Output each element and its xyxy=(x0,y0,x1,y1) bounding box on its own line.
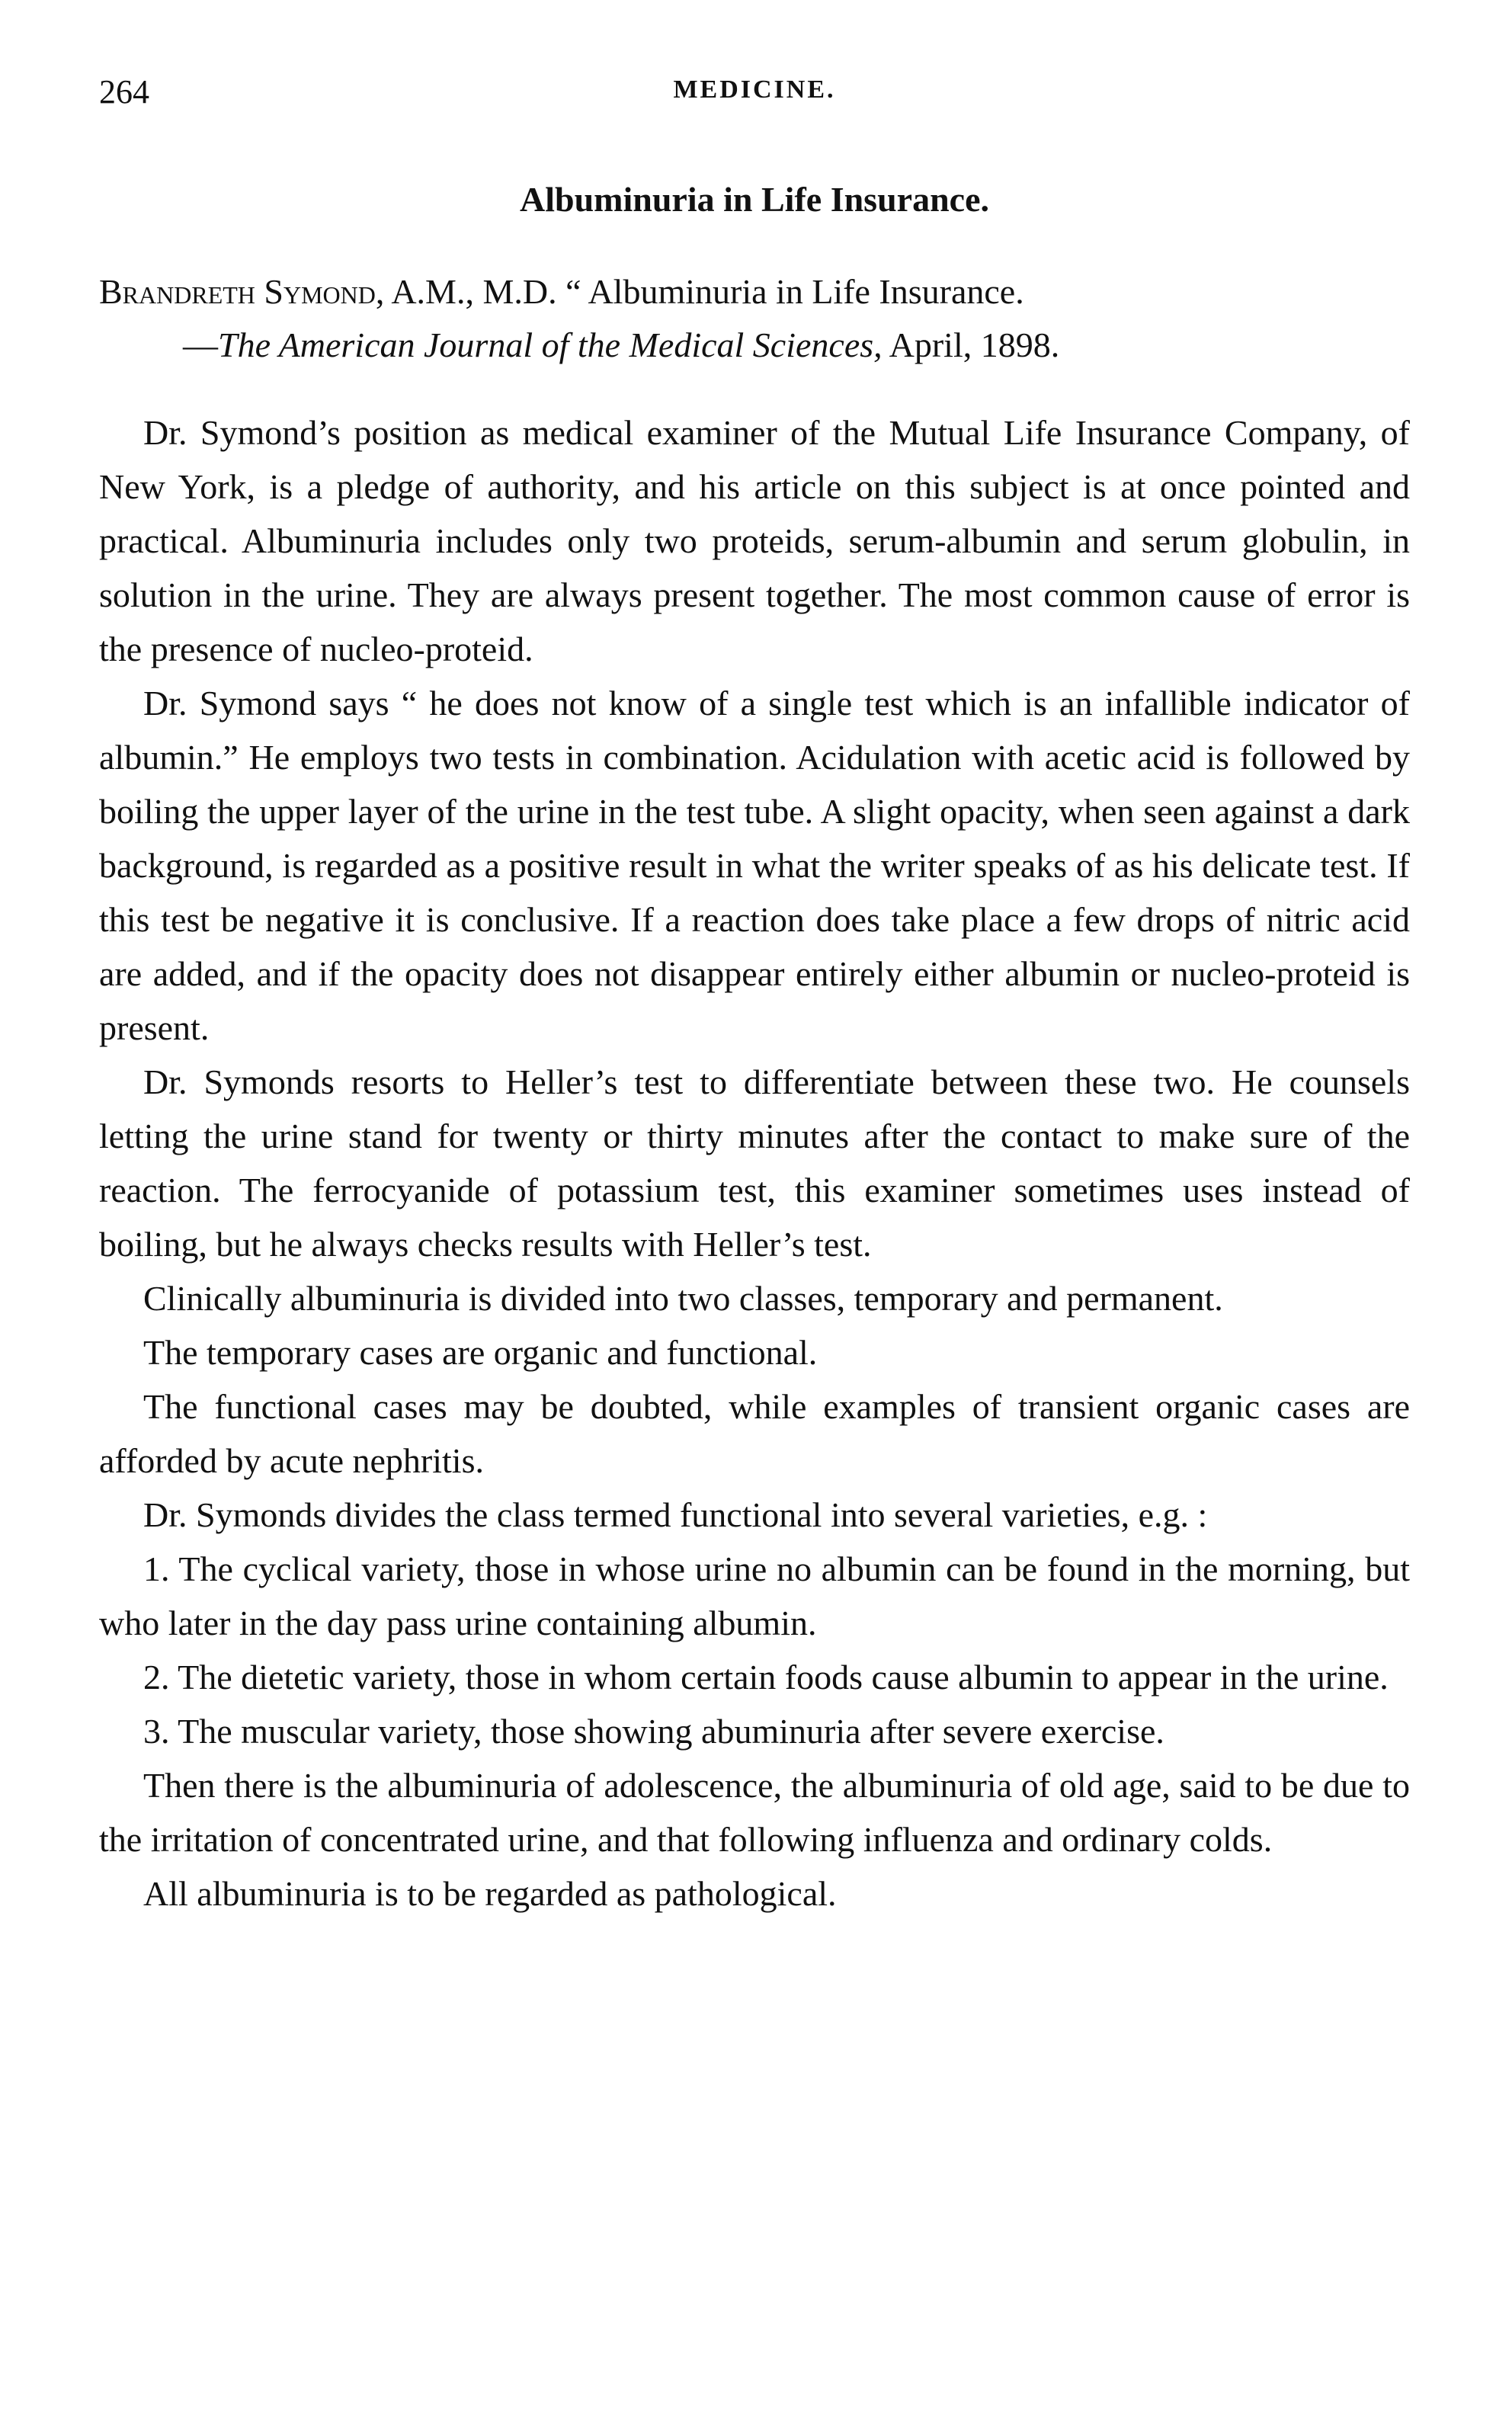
citation-journal-line xyxy=(99,319,1410,372)
citation-author: Brandreth Symond, A.M., M.D. xyxy=(99,272,557,311)
paragraph: The temporary cases are organic and functional. xyxy=(143,1333,818,1372)
citation-dash: — xyxy=(183,325,218,364)
citation-date: April, 1898. xyxy=(889,325,1060,364)
paragraph: Then there is the albuminuria of adolescence, the albuminuria of old age, said to be due to the irritation of concentrated urine, and that following influenza and ordinary colds. xyxy=(99,1766,1410,1859)
paragraph: All albuminuria is to be regarded as pathological. xyxy=(143,1874,837,1913)
citation-journal: The American Journal of the Medical Sciences, xyxy=(218,325,883,364)
paragraph: The functional cases may be doubted, while examples of transient organic cases are afforded by acute nephritis. xyxy=(99,1387,1410,1480)
paragraph: Dr. Symond says “ he does not know of a single test which is an infallible indicator of albumin.” He employs two tests in combination. Acidulation with acetic acid is followed by boiling the upper layer of the urine in the test tube. A slight opacity, when seen against a dark background, is regarded as a positive result in what the writer speaks of as his delicate test. If this test be negative it is conclusive. If a reaction does take place a few drops of nitric acid are added, and if the opacity does not disappear entirely either albumin or nucleo-proteid is present. xyxy=(99,684,1410,1047)
page-number: 264 xyxy=(99,73,149,111)
list-item: 3. The muscular variety, those showing abuminuria after severe exercise. xyxy=(143,1712,1164,1751)
paragraph: Dr. Symonds divides the class termed functional into several varieties, e.g. : xyxy=(143,1495,1208,1534)
book-page xyxy=(99,72,1410,1921)
article-body xyxy=(99,405,1410,1921)
article-title: Albuminuria in Life Insurance. xyxy=(520,180,989,219)
list-item: 2. The dietetic variety, those in whom certain foods cause albumin to appear in the urine. xyxy=(143,1658,1389,1696)
citation xyxy=(99,265,1410,372)
paragraph: Clinically albuminuria is divided into two classes, temporary and permanent. xyxy=(143,1279,1223,1318)
running-title: MEDICINE. xyxy=(673,75,836,104)
running-head xyxy=(99,72,1410,126)
paragraph: Dr. Symonds resorts to Heller’s test to differentiate between these two. He counsels letting the urine stand for twenty or thirty minutes after the contact to make sure of the reaction. The ferrocyanide of potassium test, this examiner sometimes uses instead of boiling, but he always checks results with Heller’s test. xyxy=(99,1062,1410,1264)
paragraph: Dr. Symond’s position as medical examiner of the Mutual Life Insurance Company, of New York, is a pledge of authority, and his article on this subject is at once pointed and practical. Albuminuria includes only two proteids, serum-albumin and serum globulin, in solution in the urine. They are always present together. The most common cause of error is the presence of nucleo-proteid. xyxy=(99,413,1410,668)
list-item: 1. The cyclical variety, those in whose urine no albumin can be found in the morning, but who later in the day pass urine containing albumin. xyxy=(99,1549,1410,1642)
citation-quoted-title: “ Albuminuria in Life Insurance. xyxy=(565,272,1024,311)
